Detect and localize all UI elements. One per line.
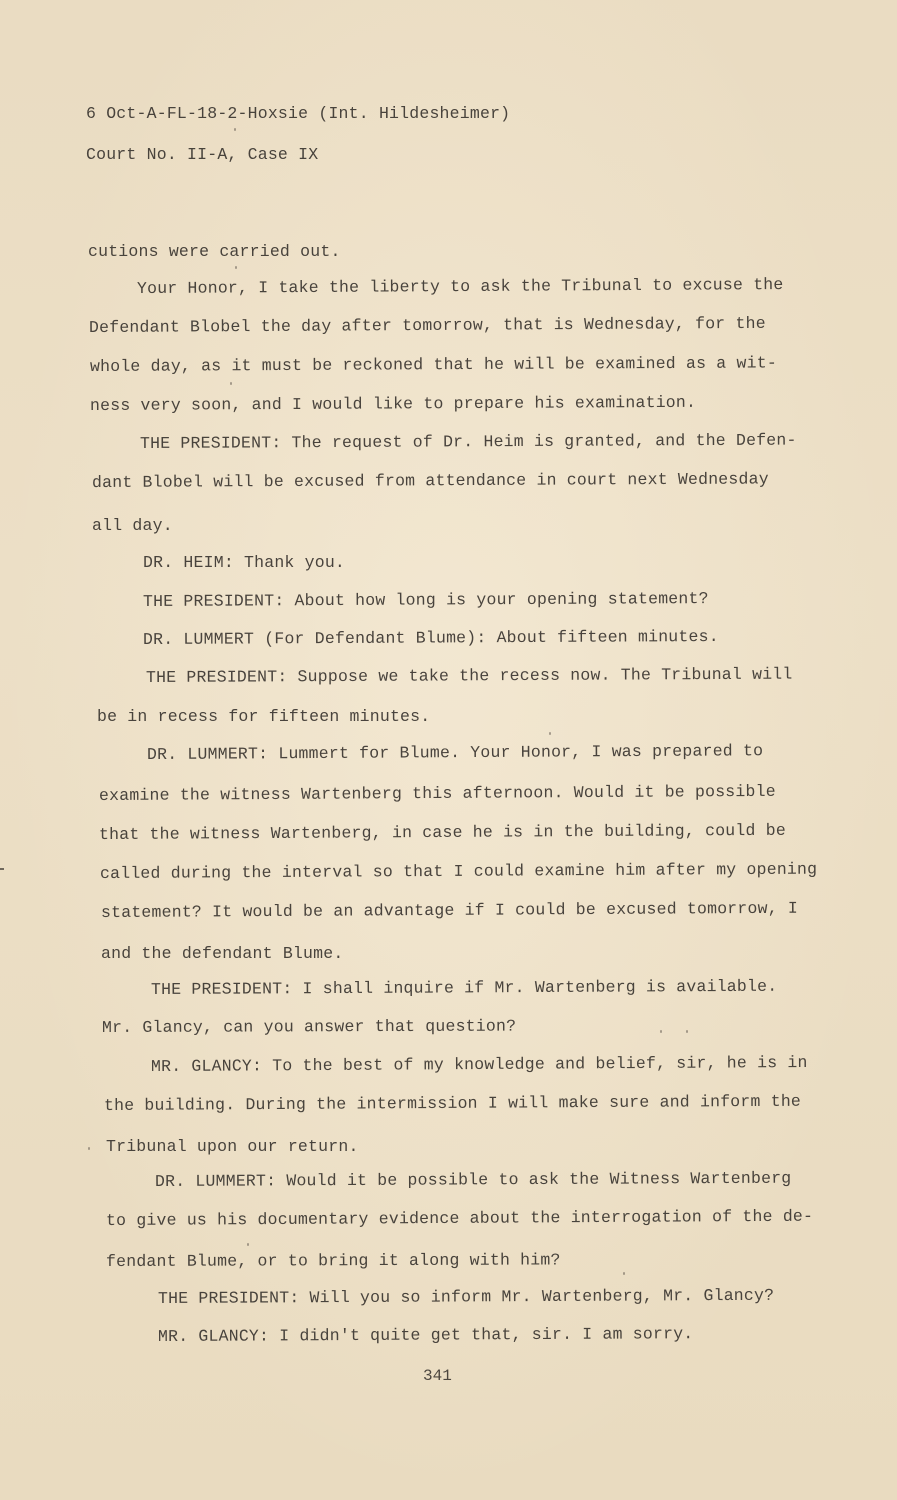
transcript-line: fendant Blume, or to bring it along with him? bbox=[105, 1250, 561, 1271]
transcript-line: dant Blobel will be excused from attendance in court next Wednesday bbox=[91, 469, 769, 492]
page-number: 341 bbox=[423, 1367, 452, 1385]
ink-speck bbox=[235, 266, 237, 269]
transcript-line: MR. GLANCY: To the best of my knowledge and belief, sir, he is in bbox=[150, 1052, 808, 1076]
ink-speck bbox=[686, 1030, 688, 1033]
transcript-line: that the witness Wartenberg, in case he is in the building, could be bbox=[98, 820, 786, 844]
transcript-line: cutions were carried out. bbox=[88, 242, 341, 261]
ink-speck bbox=[230, 382, 232, 385]
transcript-line: THE PRESIDENT: About how long is your opening statement? bbox=[142, 589, 709, 611]
transcript-line: be in recess for fifteen minutes. bbox=[97, 707, 431, 726]
transcript-line: statement? It would be an advantage if I could be excused tomorrow, I bbox=[100, 898, 799, 922]
transcript-line: and the defendant Blume. bbox=[101, 944, 344, 963]
transcript-line: examine the witness Wartenberg this afternoon. Would it be possible bbox=[98, 781, 776, 805]
ink-speck bbox=[549, 732, 551, 735]
transcript-line: DR. HEIM: Thank you. bbox=[143, 553, 346, 572]
transcript-line: THE PRESIDENT: The request of Dr. Heim is granted, and the Defen- bbox=[139, 430, 797, 453]
transcript-line: the building. During the intermission I will make sure and inform the bbox=[103, 1091, 802, 1115]
document-reference-header: 6 Oct-A-FL-18-2-Hoxsie (Int. Hildesheimer) bbox=[86, 104, 511, 123]
transcript-line: THE PRESIDENT: Will you so inform Mr. Wartenberg, Mr. Glancy? bbox=[157, 1285, 775, 1308]
ink-speck bbox=[623, 1272, 625, 1275]
court-case-header: Court No. II-A, Case IX bbox=[86, 145, 319, 164]
transcript-line: DR. LUMMERT: Would it be possible to ask the Witness Wartenberg bbox=[154, 1168, 792, 1191]
transcript-line: DR. LUMMERT (For Defendant Blume): About fifteen minutes. bbox=[142, 626, 719, 649]
transcript-line: THE PRESIDENT: I shall inquire if Mr. Wartenberg is available. bbox=[150, 976, 778, 999]
transcript-line: MR. GLANCY: I didn't quite get that, sir. I am sorry. bbox=[157, 1324, 694, 1346]
transcript-line: ness very soon, and I would like to prepare his examination. bbox=[89, 392, 697, 415]
transcript-line: Mr. Glancy, can you answer that question? bbox=[101, 1016, 517, 1037]
transcript-line: all day. bbox=[92, 516, 173, 535]
ink-speck bbox=[660, 1030, 662, 1033]
transcript-line: Your Honor, I take the liberty to ask the Tribunal to excuse the bbox=[136, 275, 784, 298]
ink-speck bbox=[234, 128, 236, 131]
transcript-line: Defendant Blobel the day after tomorrow, that is Wednesday, for the bbox=[88, 313, 766, 337]
transcript-line: Tribunal upon our return. bbox=[106, 1137, 359, 1156]
margin-mark bbox=[0, 868, 4, 870]
ink-speck bbox=[88, 1147, 90, 1150]
transcript-line: DR. LUMMERT: Lummert for Blume. Your Honor, I was prepared to bbox=[146, 741, 764, 764]
transcript-line: to give us his documentary evidence about the interrogation of the de- bbox=[105, 1206, 814, 1230]
transcript-line: THE PRESIDENT: Suppose we take the recess now. The Tribunal will bbox=[145, 664, 793, 687]
ink-speck bbox=[247, 1243, 249, 1246]
transcript-line: whole day, as it must be reckoned that he will be examined as a wit- bbox=[89, 353, 777, 376]
transcript-line: called during the interval so that I could examine him after my opening bbox=[99, 859, 818, 883]
